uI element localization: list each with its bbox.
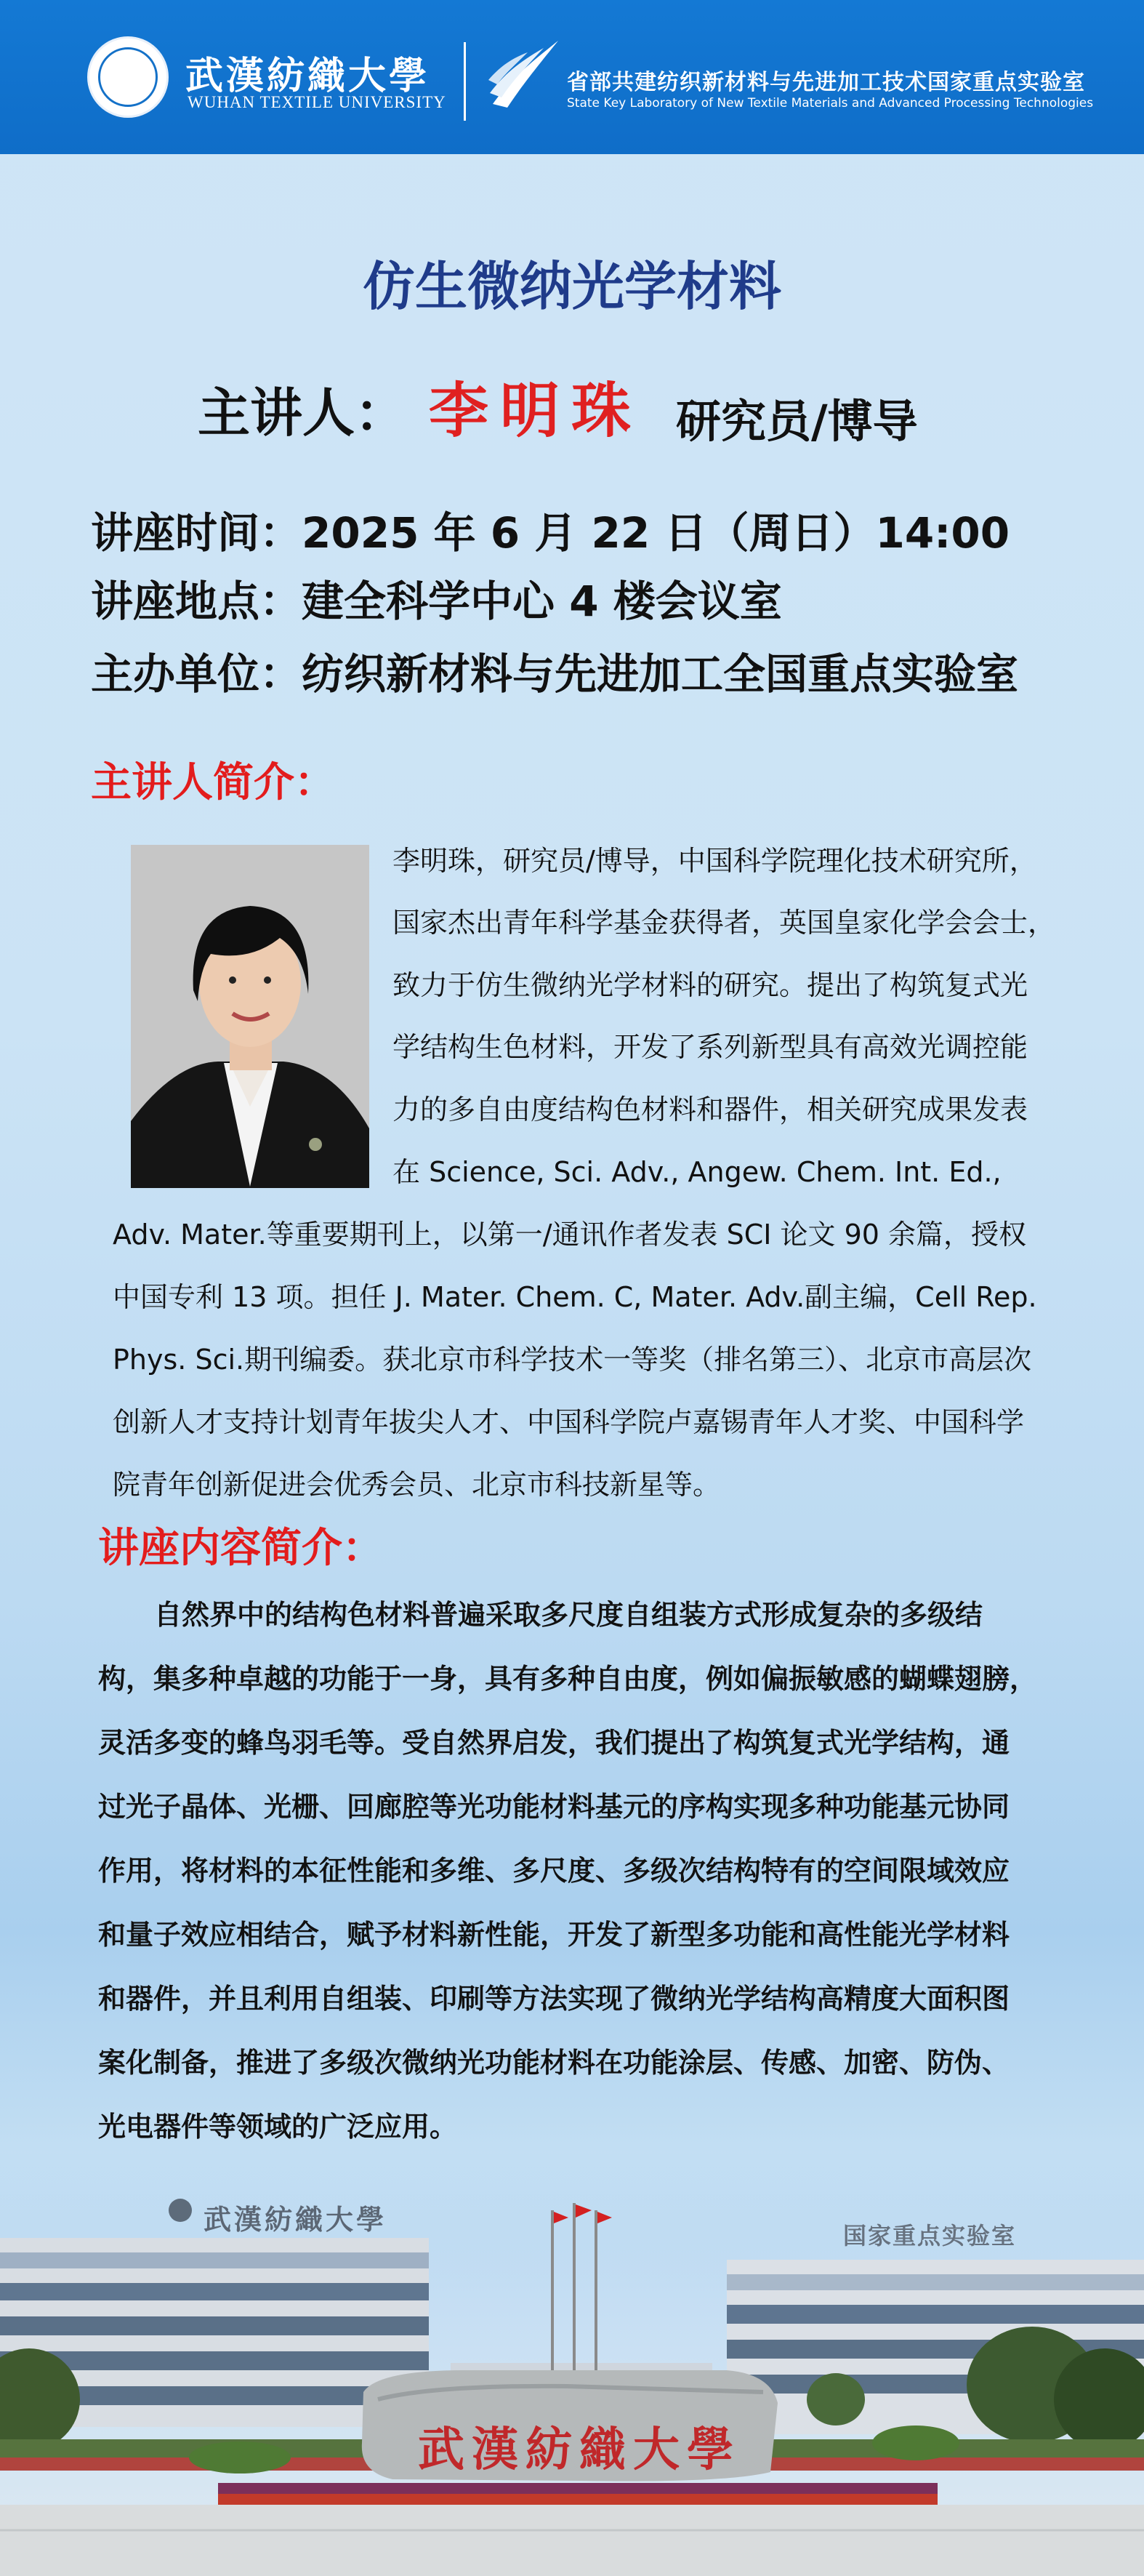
speaker-photo [131, 845, 369, 1188]
university-seal-icon [87, 36, 169, 118]
content-heading: 讲座内容简介： [98, 1525, 383, 1572]
bio-line: 在 Science, Sci. Adv., Angew. Chem. Int. Ed., [392, 1156, 1002, 1188]
left-building-sign: 武漢紡織大學 [204, 2203, 387, 2236]
header-banner [0, 0, 1144, 154]
bio-line: 学结构生色材料，开发了系列新型具有高效光调控能 [392, 1031, 1028, 1063]
bio-line: 院青年创新促进会优秀会员、北京市科技新星等。 [113, 1469, 721, 1501]
university-name-en: WUHAN TEXTILE UNIVERSITY [188, 93, 446, 111]
content-line: 和量子效应相结合，赋予材料新性能，开发了新型多功能和高性能光学材料 [98, 1919, 1010, 1951]
bio-line: 李明珠，研究员/博导，中国科学院理化技术研究所， [392, 845, 1037, 877]
lecture-venue: 讲座地点：建全科学中心 4 楼会议室 [91, 577, 782, 626]
content-line: 光电器件等领域的广泛应用。 [98, 2111, 458, 2143]
speaker-role: 研究员/博导 [676, 395, 918, 448]
content-line: 和器件，并且利用自组装、印刷等方法实现了微纳光学结构高精度大面积图 [98, 1983, 1010, 2015]
header-divider [464, 42, 466, 121]
speaker-name: 李明珠 [429, 376, 643, 446]
lab-name-cn: 省部共建纺织新材料与先进加工技术国家重点实验室 [567, 70, 1085, 95]
bio-line: 国家杰出青年科学基金获得者，英国皇家化学会会士， [392, 907, 1056, 939]
right-building-sign: 国家重点实验室 [843, 2222, 1017, 2250]
content-line: 案化制备，推进了多级次微纳光功能材料在功能涂层、传感、加密、防伪、 [98, 2047, 1010, 2079]
content-line: 自然界中的结构色材料普遍采取多尺度自组装方式形成复杂的多级结 [154, 1599, 983, 1631]
lecture-title: 仿生微纳光学材料 [362, 256, 781, 317]
lecture-time: 讲座时间：2025 年 6 月 22 日（周日）14:00 [91, 508, 1010, 558]
content-line: 构，集多种卓越的功能于一身，具有多种自由度，例如偏振敏感的蝴蝶翅膀， [98, 1663, 1038, 1695]
university-name-cn: 武漢紡織大學 [185, 54, 430, 98]
content-line: 作用，将材料的本征性能和多维、多尺度、多级次结构特有的空间限域效应 [98, 1855, 1010, 1887]
bio-line: Adv. Mater.等重要期刊上，以第一/通讯作者发表 SCI 论文 90 余篇，授权 [113, 1219, 1027, 1251]
content-line: 灵活多变的蜂鸟羽毛等。受自然界启发，我们提出了构筑复式光学结构，通 [98, 1727, 1010, 1759]
wave-logo-icon [486, 35, 565, 115]
bio-line: 力的多自由度结构色材料和器件，相关研究成果发表 [392, 1094, 1028, 1126]
lab-name-en: State Key Laboratory of New Textile Materials and Advanced Processing Technologies [567, 96, 1094, 111]
bio-line: 创新人才支持计划青年拔尖人才、中国科学院卢嘉锡青年人才奖、中国科学 [113, 1406, 1025, 1438]
speaker-label: 主讲人： [198, 382, 408, 444]
content-line: 过光子晶体、光栅、回廊腔等光功能材料基元的序构实现多种功能基元协同 [98, 1791, 1010, 1823]
bio-line: Phys. Sci.期刊编委。获北京市科学技术一等奖（排名第三）、北京市高层次 [113, 1344, 1032, 1376]
lecture-organizer: 主办单位：纺织新材料与先进加工全国重点实验室 [91, 649, 1019, 699]
bio-heading: 主讲人简介： [91, 759, 335, 806]
campus-stone-text: 武漢紡織大學 [418, 2423, 741, 2477]
campus-photo [0, 2152, 1144, 2576]
bio-line: 致力于仿生微纳光学材料的研究。提出了构筑复式光 [392, 969, 1028, 1001]
bio-line: 中国专利 13 项。担任 J. Mater. Chem. C, Mater. Adv.副主编，Cell Rep. [113, 1281, 1037, 1313]
